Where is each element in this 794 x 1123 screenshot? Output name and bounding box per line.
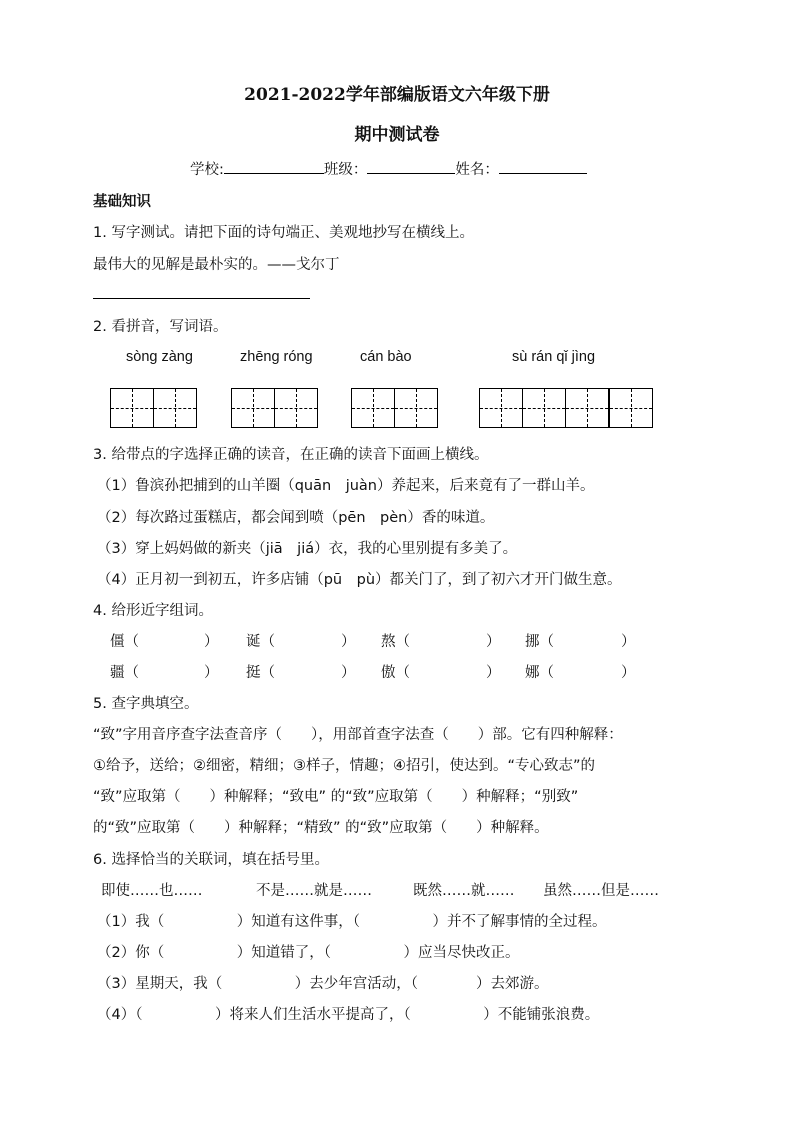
q1-quote: 最伟大的见解是最朴实的。——戈尔丁 [93,257,340,273]
q4-paren-close: ） [486,634,501,650]
q4-paren-close: ） [341,634,356,650]
q5-line: ①给予，送给；②细密，精细；③样子，情趣；④招引，使达到。“专心致志”的 [93,758,596,774]
writing-box[interactable] [351,388,395,428]
q4-paren-close: ） [486,665,501,681]
q6-option: 虽然……但是…… [543,883,659,899]
q6-item: （1）我（ ）知道有这件事，（ ）并不了解事情的全过程。 [97,914,607,930]
q3-item: （3）穿上妈妈做的新夹（jiā jiá）衣，我的心里别提有多美了。 [97,541,518,557]
writing-box[interactable] [609,388,653,428]
q6-item: （2）你（ ）知道错了，（ ）应当尽快改正。 [97,945,520,961]
q6-item: （4）（ ）将来人们生活水平提高了，（ ）不能铺张浪费。 [97,1007,600,1023]
pinyin-3: cán bào [360,349,412,365]
q4-char: 挪（ [525,634,554,650]
q4-char: 疆（ [110,665,139,681]
pinyin-1: sòng zàng [126,349,193,365]
q5-stem: 5. 查字典填空。 [93,696,199,712]
section-title: 基础知识 [93,194,151,210]
writing-box[interactable] [565,388,609,428]
writing-box[interactable] [231,388,275,428]
name-label: 姓名： [455,162,499,178]
name-blank[interactable] [499,158,587,174]
writing-box[interactable] [479,388,523,428]
q4-char: 诞（ [246,634,275,650]
q4-stem: 4. 给形近字组词。 [93,603,213,619]
writing-box[interactable] [153,388,197,428]
q5-line: 的“致”应取第（ ）种解释；“精致” 的“致”应取第（ ）种解释。 [93,820,549,836]
q6-item: （3）星期天，我（ ）去少年宫活动，（ ）去郊游。 [97,976,549,992]
page-title: 2021-2022学年部编版语文六年级下册 [244,85,550,105]
q2-stem: 2. 看拼音，写词语。 [93,319,228,335]
q6-option: 既然……就…… [413,883,515,899]
q3-item: （4）正月初一到初五，许多店铺（pū pù）都关门了，到了初六才开门做生意。 [97,572,622,588]
q6-option: 不是……就是…… [256,883,372,899]
q4-paren-close: ） [204,634,219,650]
q4-char: 娜（ [525,665,554,681]
student-info-row [190,158,587,179]
q6-stem: 6. 选择恰当的关联词，填在括号里。 [93,852,329,868]
q4-paren-close: ） [621,634,636,650]
school-label: 学校: [190,162,224,178]
q4-char: 熬（ [381,634,410,650]
class-blank[interactable] [367,158,455,174]
q5-line: “致”字用音序查字法查音序（ ），用部首查字法查（ ）部。它有四种解释： [93,727,623,743]
class-label: 班级： [323,162,368,178]
q1-stem: 1. 写字测试。请把下面的诗句端正、美观地抄写在横线上。 [93,225,474,241]
q5-line: “致”应取第（ ）种解释；“致电” 的“致”应取第（ ）种解释；“别致” [93,789,579,805]
q4-paren-close: ） [204,665,219,681]
pinyin-4: sù rán qǐ jìng [512,349,596,365]
q3-stem: 3. 给带点的字选择正确的读音，在正确的读音下面画上横线。 [93,447,489,463]
q4-char: 挺（ [246,665,275,681]
writing-box[interactable] [394,388,438,428]
q4-char: 僵（ [110,634,139,650]
q1-copy-line[interactable] [93,298,310,299]
q3-item: （2）每次路过蛋糕店，都会闻到喷（pēn pèn）香的味道。 [97,510,495,526]
writing-box[interactable] [274,388,318,428]
writing-box[interactable] [522,388,566,428]
writing-box[interactable] [110,388,154,428]
pinyin-2: zhēng róng [240,349,313,365]
q4-char: 傲（ [381,665,410,681]
q4-paren-close: ） [621,665,636,681]
q4-paren-close: ） [341,665,356,681]
page-subtitle: 期中测试卷 [354,125,440,145]
school-blank[interactable] [224,158,324,174]
q6-option: 即使……也…… [101,883,203,899]
q3-item: （1）鲁滨孙把捕到的山羊圈（quān juàn）养起来，后来竟有了一群山羊。 [97,478,595,494]
